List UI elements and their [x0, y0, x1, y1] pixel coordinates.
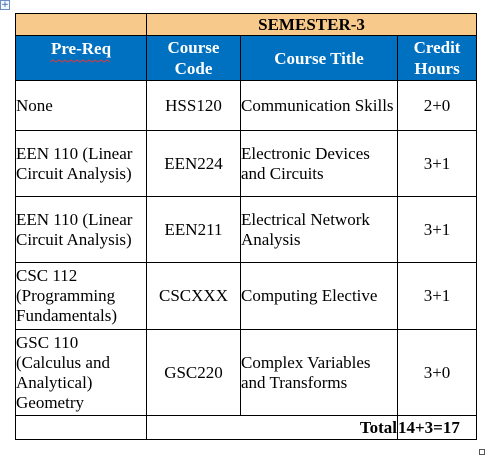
semester-table: [15, 13, 477, 440]
table-resize-handle-icon[interactable]: [479, 449, 485, 455]
header-row: [16, 36, 477, 81]
course-code-cell: GSC220: [147, 330, 241, 416]
total-blank-cell: [16, 416, 147, 440]
prereq-cell: EEN 110 (Linear Circuit Analysis): [16, 197, 147, 263]
semester-title-row: [16, 14, 477, 36]
course-row: [16, 197, 477, 263]
spellcheck-squiggle-icon: [50, 59, 112, 63]
credit-hours-cell: 3+1: [398, 197, 477, 263]
course-row: [16, 263, 477, 330]
total-label: Total: [147, 416, 398, 440]
header-course-title: Course Title: [241, 36, 398, 81]
credit-hours-cell: 3+1: [398, 131, 477, 197]
prereq-cell: None: [16, 81, 147, 131]
course-row: [16, 330, 477, 416]
course-title-cell: Computing Elective: [241, 263, 398, 330]
course-title-cell: Electrical Network Analysis: [241, 197, 398, 263]
credit-hours-cell: 3+0: [398, 330, 477, 416]
course-title-cell: Complex Variables and Transforms: [241, 330, 398, 416]
header-credit-hours: Credit Hours: [398, 36, 477, 81]
credit-hours-cell: 3+1: [398, 263, 477, 330]
total-row: [16, 416, 477, 440]
course-code-cell: EEN211: [147, 197, 241, 263]
course-code-cell: CSCXXX: [147, 263, 241, 330]
header-prereq: Pre-Req: [50, 38, 112, 58]
credit-hours-cell: 2+0: [398, 81, 477, 131]
prereq-cell: GSC 110 (Calculus and Analytical) Geometry: [16, 330, 147, 416]
header-course-code: Course Code: [147, 36, 241, 81]
course-code-cell: EEN224: [147, 131, 241, 197]
course-title-cell: Electronic Devices and Circuits: [241, 131, 398, 197]
course-code-cell: HSS120: [147, 81, 241, 131]
prereq-cell: EEN 110 (Linear Circuit Analysis): [16, 131, 147, 197]
prereq-cell: CSC 112 (Programming Fundamentals): [16, 263, 147, 330]
table-move-handle-icon[interactable]: +: [1, 0, 9, 10]
course-row: [16, 131, 477, 197]
course-row: [16, 81, 477, 131]
total-value: 14+3=17: [398, 416, 477, 440]
semester-title: SEMESTER-3: [147, 14, 477, 36]
title-blank-cell: [16, 14, 147, 36]
header-prereq-cell: [16, 36, 147, 81]
course-title-cell: Communication Skills: [241, 81, 398, 131]
